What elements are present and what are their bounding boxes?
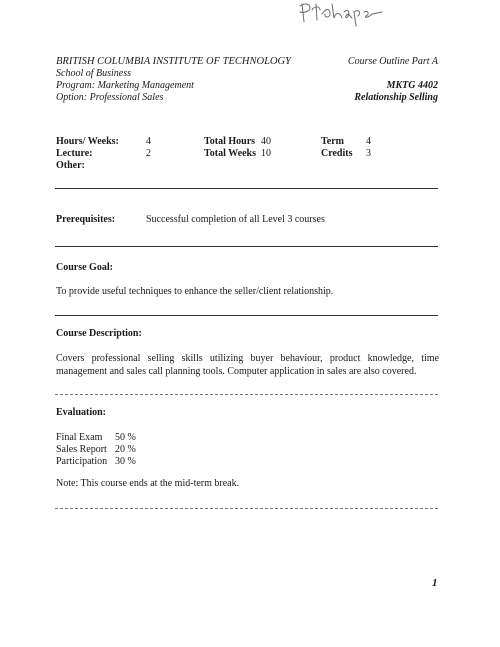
- prerequisites-text: Successful completion of all Level 3 courses: [146, 214, 325, 225]
- credits-value: 3: [366, 148, 371, 159]
- divider: [55, 246, 438, 247]
- hours-weeks-label: Hours/ Weeks:: [56, 136, 119, 147]
- total-weeks-value: 10: [261, 148, 271, 159]
- evaluation-note: Note: This course ends at the mid-term break.: [56, 478, 240, 489]
- total-hours-label: Total Hours: [204, 136, 256, 147]
- other-label: Other:: [56, 160, 85, 171]
- evaluation-item-name: Participation: [56, 456, 108, 467]
- total-weeks-label: Total Weeks: [204, 148, 256, 159]
- credits-label: Credits: [321, 148, 353, 159]
- prerequisites-label: Prerequisites:: [56, 214, 116, 225]
- course-goal-text: To provide useful techniques to enhance the seller/client relationship.: [56, 286, 334, 297]
- course-code: MKTG 4402: [386, 80, 438, 91]
- course-goal-label: Course Goal:: [56, 262, 113, 273]
- program-name: Program: Marketing Management: [56, 80, 194, 91]
- option-name: Option: Professional Sales: [56, 92, 164, 103]
- page-number: 1: [432, 577, 438, 589]
- term-label: Term: [321, 136, 344, 147]
- institute-name: BRITISH COLUMBIA INSTITUTE OF TECHNOLOGY: [56, 56, 291, 67]
- evaluation-item-value: 20 %: [115, 444, 136, 455]
- evaluation-item-value: 50 %: [115, 432, 136, 443]
- divider: [55, 394, 438, 395]
- divider: [55, 508, 438, 509]
- lecture-label: Lecture:: [56, 148, 93, 159]
- total-hours-value: 40: [261, 136, 271, 147]
- lecture-value: 2: [146, 148, 151, 159]
- handwritten-signature: [292, 0, 387, 30]
- evaluation-item-value: 30 %: [115, 456, 136, 467]
- course-title: Relationship Selling: [354, 92, 438, 103]
- course-description-text: Covers professional selling skills utilizing buyer behaviour, product knowledge, time management and sales call planning tools. Computer application in sales are also covered.: [56, 353, 439, 377]
- term-value: 4: [366, 136, 371, 147]
- hours-weeks-value: 4: [146, 136, 151, 147]
- evaluation-label: Evaluation:: [56, 407, 107, 418]
- divider: [55, 188, 438, 189]
- course-description-label: Course Description:: [56, 328, 142, 339]
- course-outline-label: Course Outline Part A: [347, 56, 438, 67]
- evaluation-item-name: Sales Report: [56, 444, 107, 455]
- divider: [55, 315, 438, 316]
- school-name: School of Business: [56, 68, 131, 79]
- evaluation-item-name: Final Exam: [56, 432, 103, 443]
